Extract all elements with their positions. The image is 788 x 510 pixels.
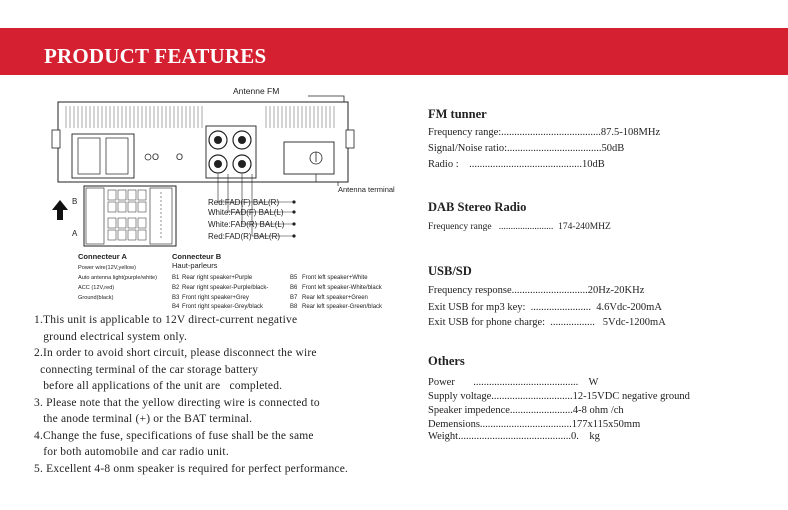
note-line: 5. Excellent 4-8 onm speaker is required for perfect performance. [34,463,349,475]
fm-spec-line: Frequency range:......................................87.5-108MHz [428,127,661,138]
page-title: PRODUCT FEATURES [44,44,267,68]
speaker-text: Rear right speaker-Purple/black- [182,285,269,291]
speaker-text: Front right speaker-Grey/black [182,304,264,310]
speaker-text: Front left speaker-White/black [302,285,382,291]
wiring-diagram [48,82,408,312]
speaker-code: B4 [172,304,180,310]
note-line: 1.This unit is applicable to 12V direct-current negative [34,314,298,326]
speaker-text: Front left speaker+White [302,275,368,281]
note-line: connecting terminal of the car storage battery [34,364,259,376]
connector-a-item: Auto antenna light(purple/white) [78,275,157,281]
label-b: B [72,197,78,206]
svg-text:O: O [176,152,184,162]
antenna-terminal-socket [284,142,334,174]
connector-a-item: Ground(black) [78,295,114,301]
speaker-text: Front right speaker+Grey [182,295,249,301]
fad-label: Red:FAD(R) BAL(R) [208,232,281,241]
others-spec-line: Supply voltage...............................12-15VDC negative ground [428,391,690,402]
connector-a-item: ACC (12V,red) [78,285,115,291]
others-spec-line: Demensions...................................177x115x50mm [428,419,641,430]
antenna-terminal-label: Antenna terminal [338,185,395,194]
speaker-code: B5 [290,275,298,281]
others-heading: Others [428,354,465,368]
connector-b-title: Connecteur B [172,252,222,261]
connector-b-subtitle: Haut-parleurs [172,261,218,270]
antenna-fm-label: Antenne FM [233,86,280,96]
usb-spec-line: Exit USB for phone charge: ................. 5Vdc-1200mA [428,317,666,328]
label-a: A [72,229,78,238]
fm-spec-line: Signal/Noise ratio:....................................50dB [428,143,625,154]
speaker-code: B1 [172,275,180,281]
speaker-code: B8 [290,304,298,310]
note-line: the anode terminal (+) or the BAT terminal. [34,413,253,425]
fm-spec-line: Radio : ...........................................10dB [428,159,605,170]
speaker-code: B2 [172,285,180,291]
dab-heading: DAB Stereo Radio [428,200,527,214]
others-spec-line: Speaker impedence........................4-8 ohm /ch [428,405,624,416]
speaker-code: B7 [290,295,298,301]
svg-text:O: O [152,152,160,162]
fm-heading: FM tunner [428,107,487,121]
speaker-code: B3 [172,295,180,301]
usb-heading: USB/SD [428,264,472,278]
speaker-text: Rear left speaker+Green [302,295,368,301]
speaker-text: Rear right speaker+Purple [182,275,253,281]
usb-spec-line: Exit USB for mp3 key: ....................... 4.6Vdc-200mA [428,302,662,313]
connector-a-item: Power wire(12V,yellow) [78,265,136,271]
note-line: for both automobile and car radio unit. [34,446,229,458]
fad-label: White:FAD(F) BAL(L) [208,208,284,217]
note-line: 2.In order to avoid short circuit, please disconnect the wire [34,347,317,359]
speaker-code: B6 [290,285,298,291]
note-line: 4.Change the fuse, specifications of fuse shall be the same [34,430,314,442]
others-spec-line: Weight...........................................0. kg [428,431,600,442]
note-line: 3. Please note that the yellow directing wire is connected to [34,397,320,409]
note-line: before all applications of the unit are completed. [34,380,283,392]
fad-label: White:FAD(R) BAL(L) [208,220,285,229]
fad-label: Red:FAD(F) BAL(R) [208,198,280,207]
arrow-up-icon [52,200,68,220]
connector-a-title: Connecteur A [78,252,127,261]
speaker-text: Rear left speaker-Green/black [302,304,383,310]
note-line: ground electrical system only. [34,331,188,343]
usb-spec-line: Frequency response.............................20Hz-20KHz [428,285,645,296]
others-spec-line: Power ........................................ W [428,377,599,388]
dab-spec-line: Frequency range ....................... 174-240MHZ [428,222,611,232]
